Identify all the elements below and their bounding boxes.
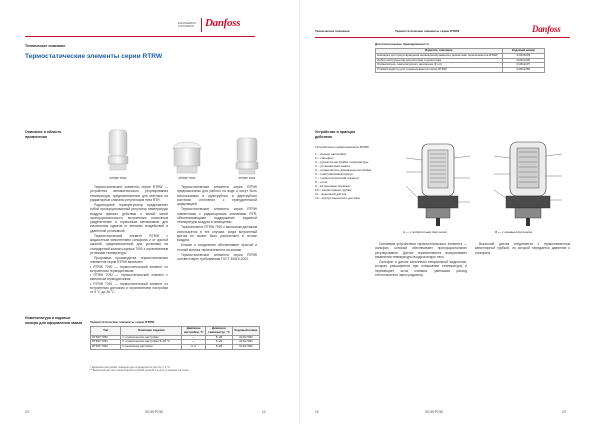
right-page	[300, 0, 600, 424]
col-header: Тип	[91, 327, 121, 336]
valve-label: RTRW 7090	[109, 176, 127, 180]
header-rule	[25, 36, 255, 37]
legend-item: 11 – выносной датчик;	[315, 192, 347, 196]
footer-left: 16	[315, 410, 319, 414]
side-heading-ordering: Номенклатура и кодовые номера для оформления заказа	[25, 316, 83, 325]
header-rule	[315, 37, 570, 38]
valve-rtrw7090	[103, 128, 133, 179]
footer-page: 10	[262, 410, 266, 414]
description-column-1: Термостатические элементы серии RTRW — устройства автоматического регулирования температуры, предназначенные для монтажа на радиаторные клапаны регуляторов типа RTR. Радиаторный терморегулятор представляет собой пропорциональный регулятор температуры воздуха прямого действия с малой зоной пропорциональности, встроенным плиточным разделителем и тормозным механизмом для исключения сдвигов от внешних воздействий и удаленной установкой. Термостатический элемент RTRW с жидкостным заполнением сильфона и от крытой шкалой, предназначенный для установки на стандартный клапан корпуса 7090 с ограничением установки температуры Программа производства термостатических элементов серии RTRW включает: • RTRW 7090 — термостатический элемент со встроенным термодатчиком; • RTRW 7092 — термостатический элемент с выносным термодатчиком; • RTRW 7091 — термостатический элемент со встроенным датчиком и ограничением настройки от 5 °C до 26 °C.	[90, 185, 168, 294]
footer-page: 2/7	[562, 410, 567, 414]
table-row: Ограничитель температурного диапазона (3 шт.) 013G1237	[376, 63, 545, 68]
legend-title: Устройство термоэлемента RTRW	[315, 145, 369, 149]
legend-item: 10 – капиллярная трубка;	[315, 188, 352, 192]
col-header: Кодовый номер	[232, 327, 259, 336]
legend-item: 1 – кольцо настройки;	[315, 152, 347, 156]
doc-type: Техническое описание	[25, 44, 66, 48]
table-notes: * Диапазон настройки температуры определяется при Xp = 2 °C. ** Выносной датчик с капиллярной трубкой длиной 2 м для установки на стене.	[90, 366, 190, 373]
cross-section-liquid	[398, 138, 478, 233]
col-header: Описание изделия	[121, 327, 182, 336]
construction-heading: Устройство и принцип действия	[315, 130, 356, 139]
figure-caption-b: В — с газовым датчиком	[495, 230, 533, 234]
legend-item: 2 – сильфон;	[315, 156, 334, 160]
valve-label: RTRW 7092	[178, 176, 196, 180]
valve-label: RTRW 7091	[238, 176, 256, 180]
col-header: Изделие, описание	[376, 49, 503, 54]
legend-list	[315, 152, 385, 200]
cross-section-gas	[488, 138, 568, 233]
col-header: Кодовый номер	[502, 49, 544, 54]
table-row: RTRW 7091 С ограничением настройки 5–26 °C — 5–26 013G7091	[91, 340, 260, 345]
figure-caption-a: А — с жидкостным датчиком	[403, 230, 447, 234]
legend-item: 4 – установочная шкала;	[315, 164, 351, 168]
table-row: Угловой адаптер для термоэлементов серии RTRW 013G1350	[376, 68, 545, 73]
legend-item: 9 – встроенная пружина;	[315, 184, 351, 188]
legend-item: 3 – рукоятка настройки температуры;	[315, 160, 369, 164]
header-doc-title: Термостатические элементы серии RTRW	[395, 29, 460, 33]
description-column-2: Термостатические элементы серии RTRW предназначены для работы на воде и могут быть использованы в однотрубных и двухтрубных системах отопления с принудительной циркуляцией. Термостатические элементы серии RTRW совместимы с радиаторными клапанами RTR, обеспечивающими поддержание заданной температуры воздуха в помещении. Термоэлемент RTRW 7092 с выносным датчиком используется в тех случаях, когда встроенный датчик не может быть расположен в потоке воздуха. Клапан и соединение обеспечивают простой и точный монтаж термоэлемента на клапан. Термостатические элементы серии RTRW соответствуют требованиям ГОСТ 30815-2002.	[177, 185, 257, 261]
danfoss-logo: Danfoss	[205, 17, 241, 29]
logo-separator	[201, 18, 202, 32]
legend-item: 7 – термостатический элемент;	[315, 176, 360, 180]
col-header: Диапазон температур, °C	[205, 327, 232, 336]
table-title: Термостатические элементы серии RTRW	[90, 320, 155, 324]
accessories-heading: Дополнительные принадлежности	[375, 42, 429, 46]
footer-left: 2/7	[25, 410, 30, 414]
legend-item: 12 – корпус выносного датчика.	[315, 196, 361, 200]
side-heading-description: Описание и область применения	[25, 130, 62, 139]
danfoss-logo: Danfoss	[532, 24, 561, 34]
table-row: RTRW 7090 С ограничением настройки — 8–28 013G7090	[91, 335, 260, 340]
legend-item: 6 – пластмассовый корпус;	[315, 172, 354, 176]
footer-code: VD.55.P2.50	[425, 410, 444, 414]
footer-code: VD.55.P2.50	[145, 410, 164, 414]
table-row: Набор инструментов для монтажа и демонтажа 013G1236	[376, 58, 545, 63]
valve-rtrw7091	[232, 136, 262, 181]
legend-item: 5 – ограничитель диапазона настройки;	[315, 168, 373, 172]
table-row: Накладка для предотвращения несанкционированного демонтажа термоэлемента RTRW 013G5245	[376, 53, 545, 58]
col-header: Диапазон настройки, °C	[183, 326, 204, 334]
valve-rtrw7092	[170, 140, 204, 181]
header-doc-type: Техническое описание	[315, 29, 350, 33]
construction-column-1: Основным устройством термостатического элемента — сильфон, который обеспечивает пропорциональное регулирование. Датчик термоэлемента воспринимает изменения температуры воздуха вокруг него. Сильфон и датчик заполнены специальной жидкостью, которая расширяется при повышении температуры и перемещает шток клапана, уменьшая расход теплоносителя через радиатор.	[375, 242, 467, 277]
construction-column-2: Выносной датчик соединяется с термоэлементом капиллярной трубкой, по которой передается давление к сильфону.	[475, 242, 570, 255]
accessories-table	[375, 48, 545, 73]
legend-item: 8 – шток;	[315, 180, 328, 184]
logo-tagline: ENGINEERING TOMORROW	[178, 22, 197, 28]
table-header-row	[91, 327, 260, 336]
table-row: RTRW 7092 С выносным датчиком 0–2 8–28 013G7092	[91, 345, 260, 350]
ordering-table	[90, 326, 260, 350]
page-title: Термостатические элементы серии RTRW	[25, 53, 163, 60]
